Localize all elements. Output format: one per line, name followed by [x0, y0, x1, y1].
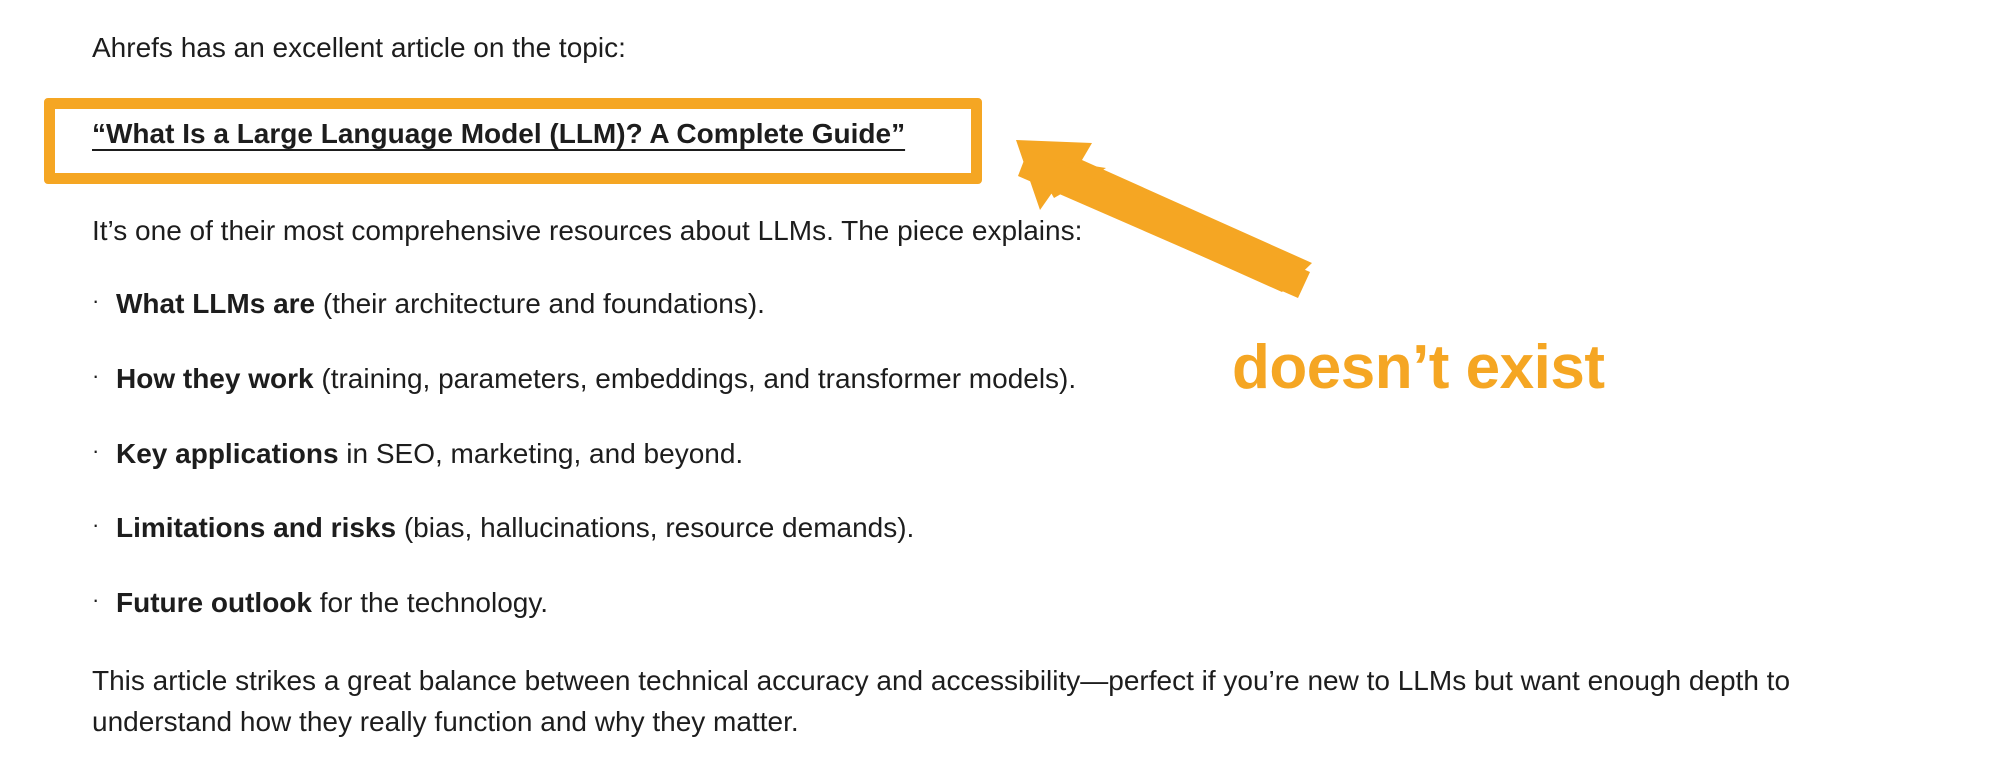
bullet-list [92, 285, 1292, 659]
list-item-rest: for the technology. [311, 587, 549, 619]
closing-paragraph: This article strikes a great balance between technical accuracy and accessibility—perfect if you’re new to LLMs but want enough depth to understand how they really function and why they matter. [92, 665, 1791, 738]
list-item-emphasis: Limitations and risks [116, 512, 397, 544]
list-item-text [116, 360, 1292, 398]
list-item-text [116, 435, 1292, 473]
bullet-marker-icon: · [92, 512, 100, 538]
list-item-text [116, 584, 1292, 622]
list-item-rest: (bias, hallucinations, resource demands). [396, 512, 915, 544]
list-item [92, 584, 1292, 622]
arrow-pointing-left-up-icon [1010, 138, 1330, 308]
bullet-marker-icon: · [92, 288, 100, 313]
description-paragraph: It’s one of their most comprehensive resources about LLMs. The piece explains: [92, 215, 1083, 246]
annotation-text: doesn’t exist [1232, 333, 1605, 402]
list-item-rest: (their architecture and foundations). [315, 288, 765, 319]
bullet-marker-icon: · [92, 437, 100, 463]
list-item-rest: (training, parameters, embeddings, and transformer models). [313, 362, 1077, 394]
list-item-emphasis: Future outlook [116, 587, 312, 619]
article-link[interactable]: “What Is a Large Language Model (LLM)? A Complete Guide” [92, 118, 906, 149]
bullet-marker-icon: · [92, 362, 100, 388]
list-item [92, 509, 1292, 547]
list-item-emphasis: How they work [116, 362, 314, 394]
list-item [92, 360, 1292, 398]
list-item-rest: in SEO, marketing, and beyond. [338, 437, 744, 469]
list-item-text [116, 509, 1292, 547]
list-item-emphasis: What LLMs are [116, 288, 316, 319]
bullet-marker-icon: · [92, 587, 100, 613]
list-item-emphasis: Key applications [116, 437, 339, 469]
list-item [92, 435, 1292, 473]
intro-paragraph: Ahrefs has an excellent article on the topic: [92, 32, 626, 63]
